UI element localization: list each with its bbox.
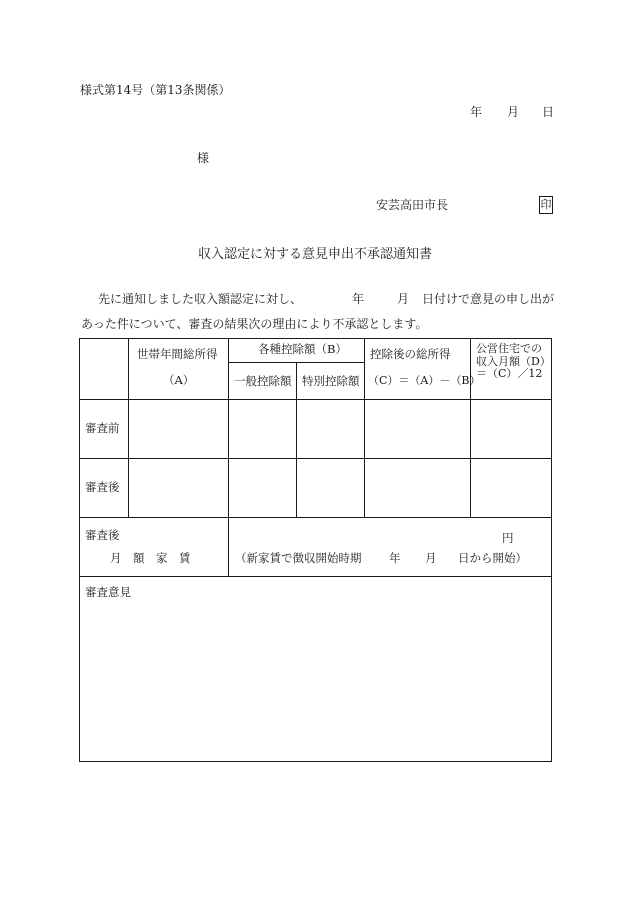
rent-note-year: 年 [389, 551, 401, 565]
row-before-monthly [471, 400, 552, 459]
rent-note-end: 日から開始） [458, 551, 527, 565]
rent-note-start: （新家賃で徴収開始時期 [235, 551, 362, 565]
row-after-income [129, 459, 229, 518]
row-before-general [229, 400, 297, 459]
income-review-table [79, 338, 552, 762]
col-income-label: 世帯年間総所得 [137, 347, 218, 361]
header-after-cell [365, 339, 481, 400]
row-before-label-cell [80, 400, 129, 459]
rent-label-line2: 月 額 家 賃 [110, 551, 191, 565]
date-month-label: 月 [507, 105, 520, 119]
row-after-after [365, 459, 471, 518]
row-after-label: 審査後 [85, 480, 120, 494]
issuer-name: 安芸高田市長 [376, 198, 449, 212]
body-line1-end: 日付けで意見の申し出が [422, 292, 555, 306]
col-income-sub: （A） [163, 373, 195, 387]
seal-mark: 印 [539, 196, 553, 214]
document-title: 収入認定に対する意見申出不承認通知書 [197, 247, 432, 262]
rent-value-cell [229, 518, 552, 577]
opinion-cell [80, 577, 552, 762]
row-after-special [297, 459, 365, 518]
header-blank-cell [80, 339, 129, 400]
col-deduction-general: 一般控除額 [234, 374, 292, 388]
row-before-after [365, 400, 471, 459]
rent-label-cell [80, 518, 229, 577]
rent-label-line1: 審査後 [85, 528, 120, 542]
body-line1-start: 先に通知しました収入額認定に対し、 [98, 292, 303, 306]
col-monthly-label: 公営住宅での収入月額（D）＝（C）／12 [476, 342, 546, 380]
col-deduction-label: 各種控除額（B） [258, 342, 347, 356]
header-monthly-cell [471, 339, 552, 400]
header-income-cell [129, 339, 229, 400]
date-day-label: 日 [542, 105, 555, 119]
row-after-general [229, 459, 297, 518]
row-after-label-cell [80, 459, 129, 518]
row-before-special [297, 400, 365, 459]
rent-unit: 円 [502, 531, 514, 545]
rent-note-month: 月 [425, 551, 437, 565]
form-number: 様式第14号（第13条関係） [80, 83, 231, 97]
col-after-label: 控除後の総所得 [370, 347, 451, 361]
row-before-income [129, 400, 229, 459]
header-deduction-general-cell [229, 363, 297, 400]
row-after-monthly [471, 459, 552, 518]
body-line2: あった件について、審査の結果次の理由により不承認とします。 [81, 317, 428, 331]
body-line1-year: 年 [352, 292, 365, 306]
opinion-label: 審査意見 [85, 585, 131, 599]
date-year-label: 年 [470, 105, 483, 119]
header-deduction-special-cell [297, 363, 365, 400]
header-deduction-cell [229, 339, 365, 363]
col-deduction-special: 特別控除額 [302, 374, 360, 388]
body-line1-month: 月 [397, 292, 410, 306]
row-before-label: 審査前 [85, 421, 120, 435]
addressee-suffix: 様 [197, 151, 210, 165]
col-after-formula: （C）＝（A）－（B） [368, 374, 481, 387]
